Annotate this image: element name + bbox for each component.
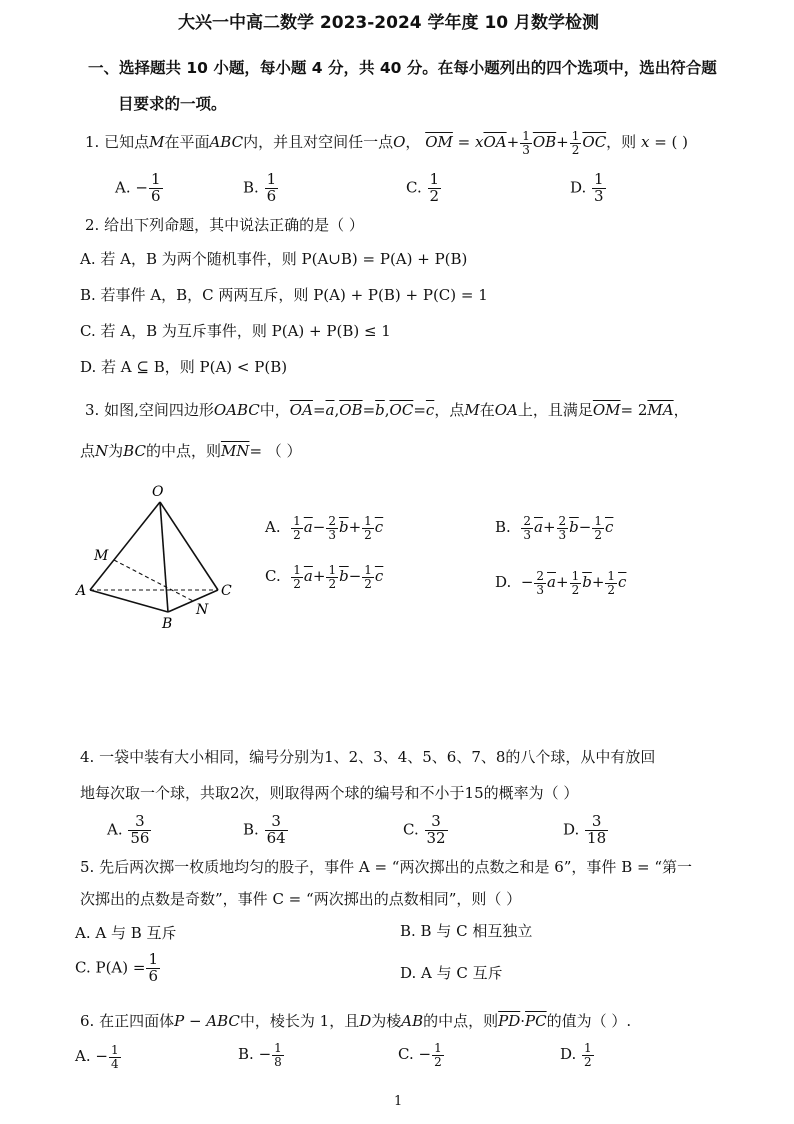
edge-OA (90, 502, 160, 590)
question-3-option-a[interactable]: A. $\frac{1}{2}$ $\overline{a}-$ $\frac{2}{3}$ $\overline{b}+$ $\frac{1}{2}$ $\overline{c}$ (265, 514, 384, 542)
question-1-stem: 1. 已知点M在平面ABC内，并且对空间任一点O， $\overline{OM} = x\overline{OA}+$ $\frac{1}{3}$ $\overline{OB}+$ $\frac{1}{2}$ $\overline{OC}$，则 x = ( ) (85, 129, 689, 157)
fraction: $\frac{1}{6}$ (266, 170, 277, 205)
segment-MN (114, 560, 193, 601)
question-6-option-c[interactable]: C. − $\frac{1}{2}$ (398, 1041, 442, 1069)
label-O: O (152, 484, 164, 500)
question-2-stem: 2. 给出下列命题，其中说法正确的是（ ） (85, 216, 364, 234)
question-6-option-d[interactable]: D. $\frac{1}{2}$ (560, 1041, 592, 1069)
fraction: $\frac{1}{3}$ (522, 129, 530, 157)
edge-OB (160, 502, 168, 612)
question-3-option-c[interactable]: C. $\frac{1}{2}$ $\overline{a}+$ $\frac{1}{2}$ $\overline{b}-$ $\frac{1}{2}$ $\overline{c}$ (265, 563, 384, 591)
fraction: $\frac{1}{2}$ (571, 129, 580, 157)
question-1-option-b[interactable]: B. $\frac{1}{6}$ (243, 170, 277, 205)
question-2-option-d[interactable]: D. 若 A ⊆ B，则 P(A) < P(B) (80, 358, 288, 376)
question-4-stem-line2: 地每次取一个球，共取2次，则取得两个球的编号和不小于15的概率为（ ） (80, 784, 579, 802)
question-6-option-b[interactable]: B. − $\frac{1}{8}$ (238, 1041, 282, 1069)
question-5-option-d[interactable]: D. A 与 C 互斥 (400, 964, 503, 982)
label-N: N (196, 602, 209, 618)
fraction: $\frac{1}{6}$ (150, 170, 161, 205)
section-header-line2: 目要求的一项。 (118, 95, 227, 113)
question-5-option-a[interactable]: A. A 与 B 互斥 (75, 924, 177, 942)
label-B: B (162, 616, 173, 632)
question-4-stem-line1: 4. 一袋中装有大小相同，编号分别为1、2、3、4、5、6、7、8的八个球，从中有放回 (80, 748, 656, 766)
question-4-option-a[interactable]: A. $\frac{3}{56}$ (107, 812, 150, 847)
label-C: C (221, 583, 232, 599)
question-3-stem-line1: 3. 如图,空间四边形OABC中，$\overline{OA}=\overline{a},\overline{OB}=\overline{b},\overline{OC}=\overline{c}$，点M在OA上，且满足$\overline{OM}= 2\overline{MA}$， (85, 401, 689, 419)
edge-OC (160, 502, 218, 590)
page-number: 1 (394, 1094, 403, 1109)
question-6-option-a[interactable]: A. − $\frac{1}{4}$ (75, 1043, 119, 1071)
page-title: 大兴一中高二数学 2023-2024 学年度 10 月数学检测 (178, 13, 600, 33)
question-4-option-b[interactable]: B. $\frac{3}{64}$ (243, 812, 286, 847)
tetrahedron-figure (72, 480, 247, 635)
question-4-option-d[interactable]: D. $\frac{3}{18}$ (563, 812, 607, 847)
question-3-option-b[interactable]: B. $\frac{2}{3}$ $\overline{a}+$ $\frac{2}{3}$ $\overline{b}-$ $\frac{1}{2}$ $\overline{c}$ (495, 514, 614, 542)
label-M: M (94, 548, 109, 564)
question-5-stem-line2: 次掷出的点数是奇数”，事件 C = “两次掷出的点数相同”，则（ ） (80, 890, 522, 908)
question-5-stem-line1: 5. 先后两次掷一枚质地均匀的股子，事件 A = “两次掷出的点数之和是 6”，事件 B = “第一 (80, 858, 693, 876)
section-header-line1: 一、选择题共 10 小题，每小题 4 分，共 40 分。在每小题列出的四个选项中，选出符合题 (88, 59, 717, 77)
question-1-option-c[interactable]: C. $\frac{1}{2}$ (406, 170, 440, 205)
edge-AB (90, 590, 168, 612)
question-5-option-c[interactable]: C. P(A) = $\frac{1}{6}$ (75, 950, 158, 985)
fraction: $\frac{1}{3}$ (594, 170, 604, 205)
label-A: A (76, 583, 87, 599)
question-1-option-d[interactable]: D. $\frac{1}{3}$ (570, 170, 604, 205)
question-5-option-b[interactable]: B. B 与 C 相互独立 (400, 922, 533, 940)
question-3-stem-line2: 点N为BC的中点，则$\overline{MN}=$ （ ） (80, 442, 302, 460)
question-4-option-c[interactable]: C. $\frac{3}{32}$ (403, 812, 446, 847)
fraction: $\frac{1}{2}$ (429, 170, 440, 205)
question-2-option-c[interactable]: C. 若 A，B 为互斥事件，则 P(A) + P(B) ≤ 1 (80, 322, 391, 340)
question-6-stem: 6. 在正四面体P − ABC中，棱长为 1，且D为棱AB的中点，则$\overline{PD}\cdot\overline{PC}$的值为（ ）. (80, 1012, 632, 1030)
question-2-option-b[interactable]: B. 若事件 A，B，C 两两互斥，则 P(A) + P(B) + P(C) = 1 (80, 286, 488, 304)
question-1-option-a[interactable]: A. − $\frac{1}{6}$ (115, 170, 161, 205)
question-2-option-a[interactable]: A. 若 A，B 为两个随机事件，则 P(A∪B) = P(A) + P(B) (80, 250, 468, 268)
question-3-option-d[interactable]: D. − $\frac{2}{3}$ $\overline{a}+$ $\frac{1}{2}$ $\overline{b}+$ $\frac{1}{2}$ $\overline{c}$ (495, 569, 627, 597)
